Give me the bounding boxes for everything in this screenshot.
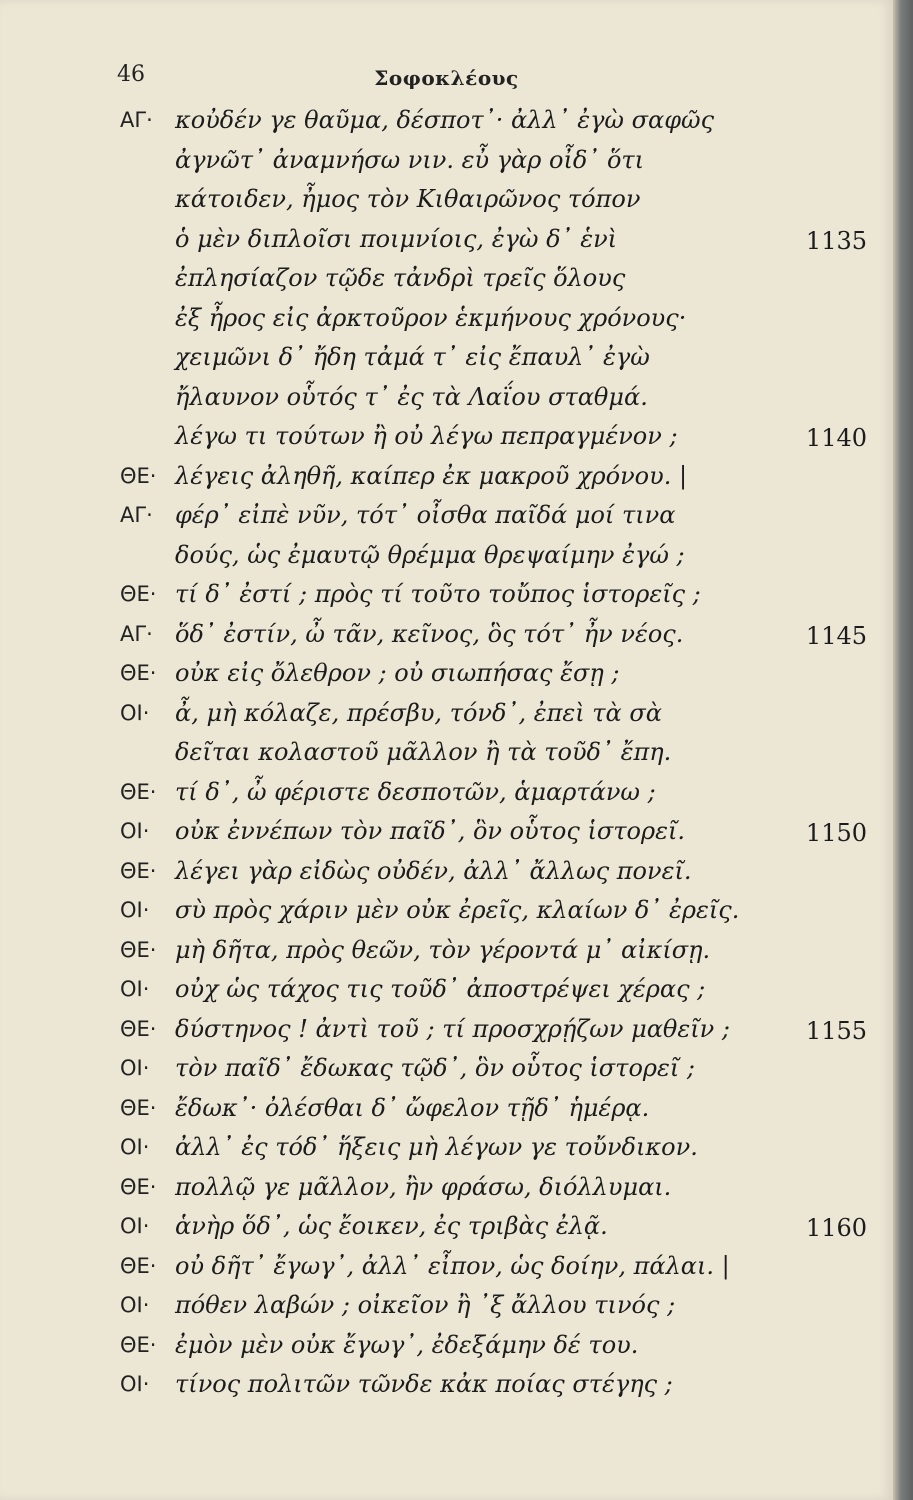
verse-line bbox=[0, 973, 893, 1013]
speaker-label: ΘΕ· bbox=[120, 1016, 157, 1041]
verse-text: ἀγνῶτ᾽ ἀναμνήσω νιν. εὖ γὰρ οἶδ᾽ ὅτι bbox=[175, 145, 645, 174]
verse-line bbox=[0, 1092, 893, 1132]
verse-line bbox=[0, 460, 893, 500]
verse-line bbox=[0, 341, 893, 381]
line-number: 1140 bbox=[805, 424, 867, 452]
verse-text: ἁνὴρ ὅδ᾽, ὡς ἔοικεν, ἐς τριβὰς ἐλᾷ. bbox=[175, 1212, 608, 1240]
page-header bbox=[0, 62, 893, 102]
page-number: 46 bbox=[117, 62, 145, 87]
speaker-label: ΘΕ· bbox=[120, 582, 157, 606]
speaker-label: ΟΙ· bbox=[120, 1214, 150, 1238]
verse-line bbox=[0, 1329, 893, 1369]
verse-line bbox=[0, 657, 893, 697]
line-number: 1155 bbox=[805, 1016, 867, 1045]
line-number: 1135 bbox=[805, 226, 867, 255]
verse-line bbox=[0, 736, 893, 776]
verse-line bbox=[0, 934, 893, 974]
verse-text: οὐχ ὡς τάχος τις τοῦδ᾽ ἀποστρέψει χέρας ; bbox=[175, 975, 706, 1003]
verse-line bbox=[0, 104, 893, 144]
verse-text: κάτοιδεν, ἦμος τὸν Κιθαιρῶνος τόπον bbox=[175, 185, 641, 213]
speaker-label: ΘΕ· bbox=[120, 1174, 157, 1199]
speaker-label: ΑΓ· bbox=[120, 503, 153, 527]
verse-text: τί δ᾽ ἐστί ; πρὸς τί τοῦτο τοὔπος ἱστορεῖς ; bbox=[175, 580, 701, 608]
speaker-label: ΟΙ· bbox=[120, 819, 150, 843]
line-number: 1145 bbox=[805, 621, 867, 650]
verse-text: πόθεν λαβών ; οἰκεῖον ἢ ᾽ξ ἄλλου τινός ; bbox=[175, 1291, 676, 1319]
verse-line bbox=[0, 776, 893, 816]
verse-text: δεῖται κολαστοῦ μᾶλλον ἢ τὰ τοῦδ᾽ ἔπη. bbox=[175, 738, 672, 766]
verse-block bbox=[0, 104, 893, 1408]
speaker-label: ΘΕ· bbox=[120, 1095, 157, 1120]
verse-text: τὸν παῖδ᾽ ἔδωκας τῷδ᾽, ὃν οὗτος ἱστορεῖ ; bbox=[175, 1054, 696, 1082]
verse-text: ὁ μὲν διπλοῖσι ποιμνίοις, ἐγὼ δ᾽ ἑνὶ bbox=[175, 224, 618, 253]
verse-text: ἀλλ᾽ ἐς τόδ᾽ ἥξεις μὴ λέγων γε τοὔνδικον. bbox=[175, 1133, 698, 1161]
verse-text: πολλῷ γε μᾶλλον, ἢν φράσω, διόλλυμαι. bbox=[175, 1172, 672, 1201]
verse-text: οὐ δῆτ᾽ ἔγωγ᾽, ἀλλ᾽ εἶπον, ὡς δοίην, πάλαι. | bbox=[175, 1251, 730, 1280]
verse-text: λέγεις ἀληθῆ, καίπερ ἐκ μακροῦ χρόνου. | bbox=[175, 461, 688, 490]
verse-line bbox=[0, 1013, 893, 1053]
page-edge bbox=[893, 0, 913, 1500]
verse-line bbox=[0, 1289, 893, 1329]
verse-text: κοὐδέν γε θαῦμα, δέσποτ᾽· ἀλλ᾽ ἐγὼ σαφῶς bbox=[175, 106, 715, 134]
verse-text: ἐμὸν μὲν οὐκ ἔγωγ᾽, ἐδεξάμην δέ του. bbox=[175, 1330, 639, 1359]
verse-line bbox=[0, 302, 893, 342]
verse-line bbox=[0, 1210, 893, 1250]
verse-text: οὐκ ἐννέπων τὸν παῖδ᾽, ὃν οὗτος ἱστορεῖ. bbox=[175, 817, 685, 845]
speaker-label: ΘΕ· bbox=[120, 661, 157, 685]
speaker-label: ΟΙ· bbox=[120, 898, 150, 922]
verse-line bbox=[0, 1250, 893, 1290]
verse-text: ἤλαυνον οὗτός τ᾽ ἐς τὰ Λαΐου σταθμά. bbox=[175, 382, 648, 411]
verse-line bbox=[0, 539, 893, 579]
verse-text: σὺ πρὸς χάριν μὲν οὐκ ἐρεῖς, κλαίων δ᾽ ἐρεῖς. bbox=[175, 896, 740, 924]
line-number: 1150 bbox=[805, 819, 867, 847]
speaker-label: ΘΕ· bbox=[120, 858, 157, 883]
verse-line bbox=[0, 381, 893, 421]
speaker-label: ΘΕ· bbox=[120, 1332, 157, 1357]
verse-line bbox=[0, 420, 893, 460]
verse-line bbox=[0, 894, 893, 934]
speaker-label: ΑΓ· bbox=[120, 621, 153, 646]
verse-line bbox=[0, 499, 893, 539]
verse-text: φέρ᾽ εἰπὲ νῦν, τότ᾽ οἶσθα παῖδά μοί τινα bbox=[175, 501, 676, 529]
verse-text: λέγει γὰρ εἰδὼς οὐδέν, ἀλλ᾽ ἄλλως πονεῖ. bbox=[175, 856, 692, 885]
verse-text: δούς, ὡς ἐμαυτῷ θρέμμα θρεψαίμην ἐγώ ; bbox=[175, 540, 685, 569]
verse-text: ὅδ᾽ ἐστίν, ὦ τᾶν, κεῖνος, ὃς τότ᾽ ἦν νέος. bbox=[175, 619, 684, 648]
verse-line bbox=[0, 1171, 893, 1211]
verse-text: τί δ᾽, ὦ φέριστε δεσποτῶν, ἁμαρτάνω ; bbox=[175, 777, 656, 806]
verse-text: ἆ, μὴ κόλαζε, πρέσβυ, τόνδ᾽, ἐπεὶ τὰ σὰ bbox=[175, 698, 662, 727]
speaker-label: ΟΙ· bbox=[120, 977, 150, 1001]
speaker-label: ΟΙ· bbox=[120, 700, 150, 725]
verse-text: λέγω τι τούτων ἢ οὐ λέγω πεπραγμένον ; bbox=[175, 422, 678, 450]
verse-text: δύστηνος ! ἀντὶ τοῦ ; τί προσχρῄζων μαθεῖν ; bbox=[175, 1014, 730, 1043]
verse-text: τίνος πολιτῶν τῶνδε κἀκ ποίας στέγης ; bbox=[175, 1370, 673, 1398]
verse-line bbox=[0, 618, 893, 658]
speaker-label: ΘΕ· bbox=[120, 1253, 157, 1278]
verse-line bbox=[0, 855, 893, 895]
running-title: Σοφοκλέους bbox=[374, 66, 519, 90]
verse-line bbox=[0, 1368, 893, 1408]
speaker-label: ΘΕ· bbox=[120, 779, 157, 804]
line-number: 1160 bbox=[805, 1214, 867, 1242]
speaker-label: ΟΙ· bbox=[120, 1056, 150, 1080]
speaker-label: ΟΙ· bbox=[120, 1135, 150, 1159]
verse-line bbox=[0, 815, 893, 855]
verse-text: χειμῶνι δ᾽ ἤδη τἀμά τ᾽ εἰς ἔπαυλ᾽ ἐγὼ bbox=[175, 343, 650, 371]
verse-line bbox=[0, 262, 893, 302]
verse-text: ἐξ ἦρος εἰς ἀρκτοῦρον ἑκμήνους χρόνους· bbox=[175, 303, 687, 332]
speaker-label: ΘΕ· bbox=[120, 937, 157, 962]
verse-line bbox=[0, 1131, 893, 1171]
verse-line bbox=[0, 578, 893, 618]
verse-text: οὐκ εἰς ὄλεθρον ; οὐ σιωπήσας ἔσῃ ; bbox=[175, 659, 620, 687]
verse-line bbox=[0, 144, 893, 184]
verse-line bbox=[0, 1052, 893, 1092]
verse-line bbox=[0, 183, 893, 223]
speaker-label: ΑΓ· bbox=[120, 108, 153, 132]
verse-text: μὴ δῆτα, πρὸς θεῶν, τὸν γέροντά μ᾽ αἰκίσῃ. bbox=[175, 935, 711, 964]
speaker-label: ΟΙ· bbox=[120, 1293, 150, 1317]
verse-text: ἔδωκ᾽· ὀλέσθαι δ᾽ ὤφελον τῇδ᾽ ἡμέρᾳ. bbox=[175, 1093, 650, 1122]
speaker-label: ΘΕ· bbox=[120, 463, 157, 488]
speaker-label: ΟΙ· bbox=[120, 1372, 150, 1396]
verse-line bbox=[0, 697, 893, 737]
verse-line bbox=[0, 223, 893, 263]
verse-text: ἐπλησίαζον τῷδε τἀνδρὶ τρεῖς ὅλους bbox=[175, 264, 626, 292]
